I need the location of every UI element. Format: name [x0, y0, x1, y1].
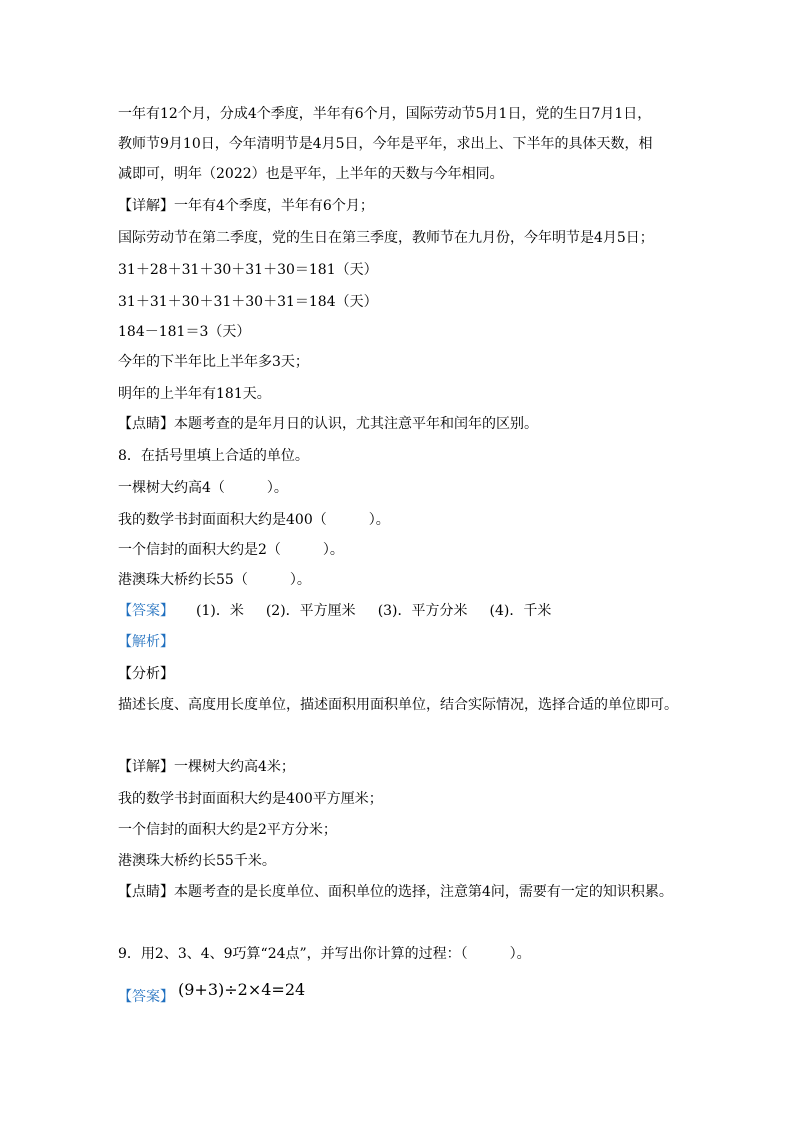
q8-detail-4: 港澳珠大桥约长55千米。 [118, 853, 276, 869]
q7-detail-line-1 [118, 196, 374, 216]
q8-answer-line [118, 601, 551, 621]
q7-detail-line-2: 国际劳动节在第二季度，党的生日在第三季度，教师节在九月份，今年明节是4月5日； [118, 230, 654, 246]
q7-comment [118, 414, 538, 434]
comment-tag: 【点睛】 [118, 884, 174, 900]
q7-calc-2: 31＋31＋30＋31＋30＋31＝184（天） [118, 294, 378, 310]
answer-4: (4)．千米 [489, 603, 552, 619]
q8-item-3: 一个信封的面积大约是2（ ）。 [118, 542, 344, 558]
q8-detail-2: 我的数学书封面面积大约是400平方厘米； [118, 791, 383, 807]
q9-title: 9．用2、3、4、9巧算“24点”，并写出你计算的过程：（ ）。 [118, 946, 531, 962]
detail-tag: 【详解】 [118, 198, 174, 214]
q8-comment [118, 882, 673, 902]
detail-tag: 【详解】 [118, 759, 174, 775]
detail-text: 一棵树大约高4米； [174, 759, 295, 775]
detail-text: 一年有4个季度，半年有6个月； [174, 198, 374, 214]
q8-analysis-tag: 【解析】 [118, 634, 174, 650]
q8-item-1: 一棵树大约高4（ ）。 [118, 480, 288, 496]
q8-detail-1 [118, 757, 295, 777]
intro-line-1: 一年有12个月，分成4个季度，半年有6个月，国际劳动节5月1日，党的生日7月1日， [118, 106, 652, 122]
comment-text: 本题考查的是年月日的认识，尤其注意平年和闰年的区别。 [174, 416, 538, 432]
answer-tag: 【答案】 [118, 603, 174, 619]
intro-line-3: 减即可，明年（2022）也是平年，上半年的天数与今年相同。 [118, 166, 504, 182]
answer-formula: (9+3)÷2×4=24 [178, 980, 306, 999]
q8-detail-3: 一个信封的面积大约是2平方分米； [118, 822, 337, 838]
comment-tag: 【点睛】 [118, 416, 174, 432]
q8-fenxi-tag: 【分析】 [118, 666, 174, 682]
comment-text: 本题考查的是长度单位、面积单位的选择，注意第4问，需要有一定的知识积累。 [174, 884, 673, 900]
answer-1: (1)．米 [196, 603, 244, 619]
q7-detail-line-3: 今年的下半年比上半年多3天； [118, 354, 309, 370]
answer-tag: 【答案】 [118, 989, 174, 1005]
q7-calc-3: 184－181＝3（天） [118, 324, 251, 340]
q8-item-4: 港澳珠大桥约长55（ ）。 [118, 572, 311, 588]
q8-title: 8．在括号里填上合适的单位。 [118, 448, 309, 464]
answer-2: (2)．平方厘米 [265, 603, 356, 619]
answer-3: (3)．平方分米 [377, 603, 468, 619]
q9-answer-line [118, 980, 306, 1007]
q8-fenxi-text: 描述长度、高度用长度单位，描述面积用面积单位，结合实际情况，选择合适的单位即可。 [118, 697, 678, 713]
q8-item-2: 我的数学书封面面积大约是400（ ）。 [118, 512, 390, 528]
q7-calc-1: 31＋28＋31＋30＋31＋30＝181（天） [118, 262, 378, 278]
intro-line-2: 教师节9月10日，今年清明节是4月5日，今年是平年，求出上、下半年的具体天数，相 [118, 136, 653, 152]
q7-detail-line-4: 明年的上半年有181天。 [118, 386, 271, 402]
